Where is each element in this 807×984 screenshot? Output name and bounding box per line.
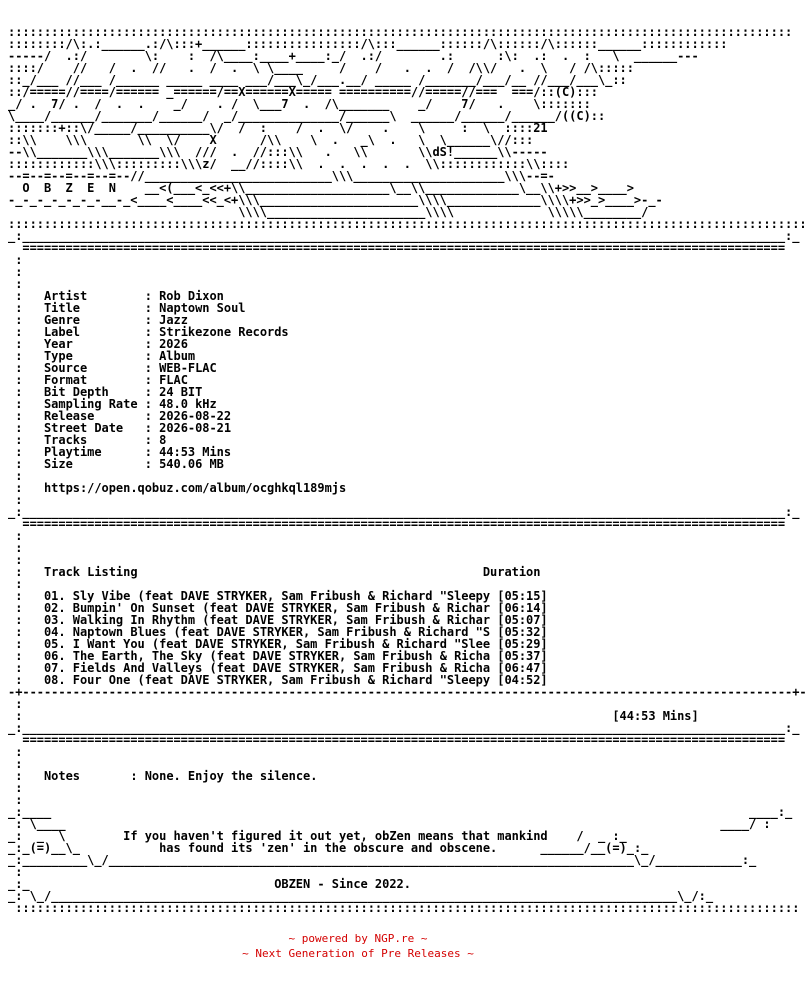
artist-label: Artist <box>43 289 88 303</box>
banner-line: ::::::::::::::::::::::::::::::::::::::::::::::::::::::::::::::::::::::::::::::::::::::::::::::::::::::::::::: <box>8 25 793 39</box>
info-rule-4: ========================================================================================================== <box>8 517 786 531</box>
nfo-text: ::::::::::::::::::::::::::::::::::::::::::::::::::::::::::::::::::::::::::::::::::::::::::::::::::::::::::::: ::::::::/\:.:______.:/\:::+______::::::::::::::::/\:::______::::::/\::::::/\::::::______:::::::::::: -----/ .:/ \: : /\____:____+____:_/ .:/ .: :\: .: . : \ ______--- ::::/ // / . // . / . \ \____ / / . . / /\\/ . \ / /\::::: ::_/___ //___ /______ _____ ____ ___/___\_/___.__/ _____ /_______/___/__ //___/___\_:: ::/=====//====/====== _======/==X======X===== ==========//=====//=== ===/::(C)::: _/ . 7/ . / . . _/ . / \___7 . /\_______ _/ 7/ . \::::::: \____/______/_______/______/ _/______________/______\ ______/______/______/((C):: :::::::+::\/_____/__________\/ / : / . \/ . \ : \ ::::21 ::\\ \\\ \\ \/ X /\\ \ . _\ . \ \______\//::: --\\_______\\\_______\\\ /// . //:::\\ . \\ \\dS!______\\----- ::::::::::::\\\:::::::::\\\z/ __//::::\\ . . . . . \\::::::::::::\\:::: --=--=--=--=--=--//__________________________\\\_____________________\\\--=- O B Z E N __<(___<_<<+\\____________________\__\\_____________\__\\+>>__>____> -_-_-_-_-_-_-__-_<____<____<<_<+\\\______________________\\\\_____________\\\\+>>_>____>-_- \\\\______________________\\\\ \\\\\________/ ::::::::::::::::::::::::::::::::::::::::::::::::::::::::::::::::::::::::::::::::::::::::::::::::::::::::::::::: _:__________________________________________________________________________________________________________:_ ========================================================================================================== : : : : Artist : Rob Dixon : Title : Naptown Soul : Genre : Jazz : Label : Strikezone Records : Year : 2026 : Type : Album : Source : WEB-FLAC : Format : FLAC : Bit Depth : 24 BIT : Sampling Rate : 48.0 kHz : Release : 2026-08-22 : Street Date : 2026-08-21 : Tracks : 8 : Playtime : 44:53 Mins : Size : 540.06 MB : : https://open.qobuz.com/album/ocghkql189mjs : _:__________________________________________________________________________________________________________:_ ========================================================================================================== : : : : Track Listing Duration : : 01. Sly Vibe (feat DAVE STRYKER, Sam Fribush & Richard "Sleepy [05:15] : 02. Bumpin' On Sunset (feat DAVE STRYKER, Sam Fribush & Richar [06:14] : 03. Walking In Rhythm (feat DAVE STRYKER, Sam Fribush & Richar [05:07] : 04. Naptown Blues (feat DAVE STRYKER, Sam Fribush & Richard "S [05:32] : 05. I Want You (feat DAVE STRYKER, Sam Fribush & Richard "Slee [05:29] : 06. The Earth, The Sky (feat DAVE STRYKER, Sam Fribush & Richa [05:37] : 07. Fields And Valleys (feat DAVE STRYKER, Sam Fribush & Richa [06:47] : 08. Four One (feat DAVE STRYKER, Sam Fribush & Richard "Sleepy [04:52] -+-----------------------------------------------------------------------------------------------------------+- : : [44:53 Mins] _:__________________________________________________________________________________________________________:_ ========================================================================================================== : : : Notes : None. Enjoy the silence. : : _:____ ____:_ : \____ ____/ : _: _ \ If you haven't figured it out yet, obZen means that mankind / _ :_ _:_(=)__\_ has found its 'zen' in the obscure and obscene. ______/__(=)_:_ _:_________\_/_________________________________________________________________________\_/____________:_ : _:_ OBZEN - Since 2022. _: \_/_______________________________________________________________________________________\_/:_ ::::::::::::::::::::::::::::::::::::::::::::::::::::::::::::::::::::::::::::::::::::::::::::::::::::::::::::: <box>8 25 807 915</box>
powered-by-text[interactable]: ~ powered by NGP.re ~ <box>288 932 428 945</box>
track-row: 06. The Earth, The Sky (feat DAVE STRYKER, Sam Fribush & Richa [05:37] <box>43 649 548 663</box>
closing-line-1: If you haven't figured it out yet, obZen means that mankind <box>123 829 548 843</box>
bitdepth-value: 24 BIT <box>159 385 203 399</box>
info-rule-6: ========================================================================================================== <box>8 733 786 747</box>
tracks-value: 8 <box>159 433 167 447</box>
track-row: 02. Bumpin' On Sunset (feat DAVE STRYKER, Sam Fribush & Richar [06:14] <box>43 601 548 615</box>
banner-line: --\\_______\\\_______\\\ /// . //:::\\ . \\ \\dS!______\\----- <box>8 145 548 159</box>
tagline-text: ~ Next Generation of Pre Releases ~ <box>242 947 474 960</box>
banner-line: -_-_-_-_-_-_-__-_<____<____<<_<+\\\______________________\\\\_____________\\\\+>>_>____>-_- <box>8 193 663 207</box>
tracks-label: Tracks <box>43 433 88 447</box>
samplerate-label: Sampling Rate <box>43 397 138 411</box>
samplerate-value: 48.0 kHz <box>159 397 217 411</box>
track-row: 08. Four One (feat DAVE STRYKER, Sam Fribush & Richard "Sleepy [04:52] <box>43 673 548 687</box>
track-row: 04. Naptown Blues (feat DAVE STRYKER, Sam Fribush & Richard "S [05:32] <box>43 625 548 639</box>
size-label: Size <box>43 457 73 471</box>
track-row: 01. Sly Vibe (feat DAVE STRYKER, Sam Fribush & Richard "Sleepy [05:15] <box>43 589 548 603</box>
total-duration: [44:53 Mins] <box>612 709 699 723</box>
signature: OBZEN - Since 2022. <box>274 877 411 891</box>
source-label: Source <box>43 361 88 375</box>
year-value: 2026 <box>159 337 188 351</box>
info-rule: _:__________________________________________________________________________________________________________:_ <box>8 229 800 243</box>
bitdepth-label: Bit Depth <box>43 385 109 399</box>
banner-line: ::::/ // / . // . / . \ \____ / / . . / /\\/ . \ / /\::::: <box>8 61 634 75</box>
size-value: 540.06 MB <box>159 457 224 471</box>
banner-line: --=--=--=--=--=--//__________________________\\\_____________________\\\--=- <box>8 169 555 183</box>
banner-line: O B Z E N __<(___<_<<+\\____________________\__\\_____________\__\\+>>__>____> <box>22 181 634 195</box>
genre-label: Genre <box>43 313 80 327</box>
label-label: Label <box>43 325 80 339</box>
footer <box>0 931 716 961</box>
artist-value: Rob Dixon <box>159 289 224 303</box>
release-value: 2026-08-22 <box>159 409 232 423</box>
separator-top: ::::::::::::::::::::::::::::::::::::::::::::::::::::::::::::::::::::::::::::::::::::::::::::::::::::::::::::::: <box>8 217 807 231</box>
album-url[interactable]: https://open.qobuz.com/album/ocghkql189mjs <box>43 481 347 495</box>
street-label: Street Date <box>43 421 124 435</box>
playtime-value: 44:53 Mins <box>159 445 232 459</box>
banner-line: ::::::::::::\\\:::::::::\\\z/ __//::::\\ . . . . . \\::::::::::::\\:::: <box>8 157 570 171</box>
notes-value: : None. Enjoy the silence. <box>130 769 318 783</box>
tracklist-header: Track Listing <box>43 565 138 579</box>
banner-line: -----/ .:/ \: : /\____:____+____:_/ .:/ .: :\: .: . : \ ______--- <box>8 49 699 63</box>
info-rule-3: _:__________________________________________________________________________________________________________:_ <box>8 505 800 519</box>
notes-label: Notes <box>43 769 80 783</box>
banner-line: ::\\ \\\ \\ \/ X /\\ \ . _\ . \ \______\//::: <box>8 133 534 147</box>
type-label: Type <box>43 349 73 363</box>
format-label: Format <box>43 373 88 387</box>
release-label: Release <box>43 409 95 423</box>
closing-line-2: has found its 'zen' in the obscure and obscene. <box>159 841 498 855</box>
year-label: Year <box>43 337 73 351</box>
format-value: FLAC <box>159 373 188 387</box>
banner-line: \____/______/_______/______/ _/______________/______\ ______/______/______/((C):: <box>8 109 606 123</box>
nfo-banner <box>8 25 792 219</box>
track-row: 03. Walking In Rhythm (feat DAVE STRYKER, Sam Fribush & Richar [05:07] <box>43 613 548 627</box>
genre-value: Jazz <box>159 313 188 327</box>
banner-line: ::_/___ //___ /______ _____ ____ ___/___\_/___.__/ _____ /_______/___/__ //___/___\_:: <box>8 73 627 87</box>
banner-line: ::/=====//====/====== _======/==X======X===== ==========//=====//=== ===/::(C)::: <box>8 85 598 99</box>
label-value: Strikezone Records <box>159 325 289 339</box>
title-value: Naptown Soul <box>159 301 246 315</box>
banner-line: \\\\______________________\\\\ \\\\\________/ <box>8 205 649 219</box>
info-rule-2: ========================================================================================================== <box>8 241 786 255</box>
track-row: 05. I Want You (feat DAVE STRYKER, Sam Fribush & Richard "Slee [05:29] <box>43 637 548 651</box>
banner-line: ::::::::/\:.:______.:/\:::+______::::::::::::::::/\:::______::::::/\::::::/\::::::______:::::::::::: <box>8 37 728 51</box>
type-value: Album <box>159 349 196 363</box>
banner-line: :::::::+::\/_____/__________\/ / : / . \/ . \ : \ ::::21 <box>8 121 548 135</box>
duration-header: Duration <box>482 565 541 579</box>
street-value: 2026-08-21 <box>159 421 232 435</box>
playtime-label: Playtime <box>43 445 102 459</box>
info-rule-5: _:__________________________________________________________________________________________________________:_ <box>8 721 800 735</box>
banner-line: _/ . 7/ . / . . _/ . / \___7 . /\_______ _/ 7/ . \::::::: <box>8 97 591 111</box>
title-label: Title <box>43 301 80 315</box>
track-row: 07. Fields And Valleys (feat DAVE STRYKER, Sam Fribush & Richa [06:47] <box>43 661 548 675</box>
tracklist: : 01. Sly Vibe (feat DAVE STRYKER, Sam Fribush & Richard "Sleepy [05:15] : 02. Bumpin' On Sunset (feat DAVE STRYKER, Sam Fribush & Richar [06:14] : 03. Walking In Rhythm (feat DAVE STRYKER, Sam Fribush & Richar [05:07] : 04. Naptown Blues (feat DAVE STRYKER, Sam Fribush & Richard "S [05:32] : 05. I Want You (feat DAVE STRYKER, Sam Fribush & Richard "Slee [05:29] : 06. The Earth, The Sky (feat DAVE STRYKER, Sam Fribush & Richa [05:37] : 07. Fields And Valleys (feat DAVE STRYKER, Sam Fribush & Richa [06:47] : 08. Four One (feat DAVE STRYKER, Sam Fribush & Richard "Sleepy [04:52] <box>8 589 548 687</box>
source-value: WEB-FLAC <box>159 361 217 375</box>
